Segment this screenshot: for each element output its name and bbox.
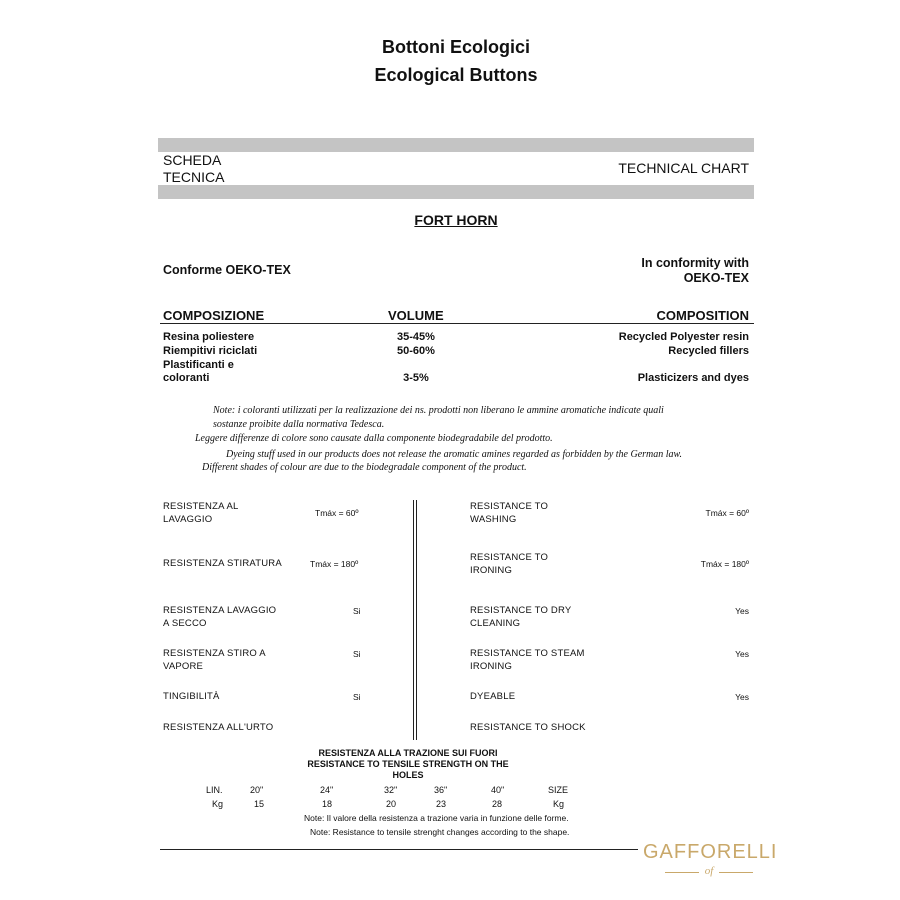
product-name: FORT HORN <box>414 212 498 228</box>
tensile-r2-c0: Kg <box>212 799 224 809</box>
conformity-it: Conforme OEKO-TEX <box>163 263 291 277</box>
technical-chart-label: TECHNICAL CHART <box>618 160 749 176</box>
tensile-r2-c4: 23 <box>436 799 447 809</box>
tensile-r1-c0: LIN. <box>206 785 223 795</box>
comp-row-3-it: Plastificanti e coloranti <box>163 359 234 384</box>
note-it-1: Note: i coloranti utilizzati per la realizzazione dei ns. prodotti non liberano le ammine aromatiche indicate quali <box>213 405 664 416</box>
comp-row-1-vol: 35-45% <box>397 331 435 343</box>
res-it-steam-value: Si <box>353 649 361 659</box>
tensile-title: RESISTENZA ALLA TRAZIONE SUI FUORI RESISTANCE TO TENSILE STRENGTH ON THE HOLES <box>307 748 509 780</box>
conformity-en: In conformity with OEKO-TEX <box>641 256 749 285</box>
res-en-ironing-value: Tmáx = 180º <box>700 559 749 569</box>
tensile-r2-c2: 18 <box>322 799 333 809</box>
res-it-dry-cleaning-value: Si <box>353 606 361 616</box>
comp-row-1-it: Resina poliestere <box>163 331 255 343</box>
comp-row-3-en: Plasticizers and dyes <box>637 372 749 384</box>
res-it-shock: RESISTENZA ALL'URTO <box>163 722 274 733</box>
composition-head-it: COMPOSIZIONE <box>163 308 265 323</box>
res-it-ironing: RESISTENZA STIRATURA <box>163 558 282 569</box>
comp-row-2-en: Recycled fillers <box>668 345 749 357</box>
brand-logo: GAFFORELLI of <box>643 841 778 877</box>
res-en-washing: RESISTANCE TO WASHING <box>470 501 549 525</box>
tensile-note-en: Note: Resistance to tensile strenght changes according to the shape. <box>310 827 570 837</box>
res-it-dyeable: TINGIBILITÀ <box>163 691 220 702</box>
tensile-r1-c1: 20" <box>250 785 264 795</box>
tensile-r1-c3: 32" <box>384 785 398 795</box>
res-en-steam-value: Yes <box>735 649 749 659</box>
composition-head-volume: VOLUME <box>388 308 444 323</box>
header-top-bar <box>158 138 754 152</box>
res-en-shock: RESISTANCE TO SHOCK <box>470 722 586 733</box>
tensile-r1-c5: 40" <box>491 785 505 795</box>
note-en-1: Dyeing stuff used in our products does not release the aromatic amines regarded as forbidden by the German law. <box>226 449 682 460</box>
composition-divider <box>160 323 754 324</box>
comp-row-2-vol: 50-60% <box>397 345 435 357</box>
header-bottom-bar <box>158 185 754 199</box>
res-it-washing: RESISTENZA AL LAVAGGIO <box>163 501 239 525</box>
res-en-ironing: RESISTANCE TO IRONING <box>470 552 549 576</box>
note-it-2: sostanze proibite dalla normativa Tedesca. <box>213 419 385 430</box>
comp-row-1-en: Recycled Polyester resin <box>618 331 749 343</box>
tensile-r1-c6: SIZE <box>548 785 569 795</box>
bottom-rule <box>160 849 638 850</box>
note-it-3: Leggere differenze di colore sono causate dalla componente biodegradabile del prodotto. <box>195 433 553 444</box>
composition-head-en: COMPOSITION <box>656 308 749 323</box>
note-en-2: Different shades of colour are due to the biodegradale component of the product. <box>202 462 527 473</box>
res-en-dyeable-value: Yes <box>735 692 749 702</box>
res-en-washing-value: Tmáx = 60º <box>705 508 749 518</box>
tensile-r2-c1: 15 <box>254 799 265 809</box>
res-it-steam: RESISTENZA STIRO A VAPORE <box>163 648 266 672</box>
tensile-r1-c4: 36" <box>434 785 448 795</box>
tensile-r2-c3: 20 <box>386 799 397 809</box>
scheda-tecnica-label: SCHEDA TECNICA <box>163 152 225 185</box>
tensile-note-it: Note: Il valore della resistenza a trazione varia in funzione delle forme. <box>304 813 569 823</box>
res-it-dry-cleaning: RESISTENZA LAVAGGIO A SECCO <box>163 605 277 629</box>
tensile-r2-c5: 28 <box>492 799 503 809</box>
tensile-r1-c2: 24" <box>320 785 334 795</box>
res-it-ironing-value: Tmáx = 180º <box>310 559 359 569</box>
resistance-divider-left <box>413 500 414 740</box>
res-en-dyeable: DYEABLE <box>470 691 516 702</box>
comp-row-3-vol: 3-5% <box>403 372 429 384</box>
title-italian: Bottoni Ecologici <box>382 37 530 57</box>
res-it-washing-value: Tmáx = 60º <box>315 508 359 518</box>
res-en-steam: RESISTANCE TO STEAM IRONING <box>470 648 585 672</box>
res-en-dry-cleaning: RESISTANCE TO DRY CLEANING <box>470 605 572 629</box>
comp-row-2-it: Riempitivi riciclati <box>163 345 258 357</box>
resistance-divider-right <box>416 500 417 740</box>
title-english: Ecological Buttons <box>374 65 538 85</box>
tensile-r2-c6: Kg <box>553 799 565 809</box>
res-en-dry-cleaning-value: Yes <box>735 606 749 616</box>
res-it-dyeable-value: Si <box>353 692 361 702</box>
